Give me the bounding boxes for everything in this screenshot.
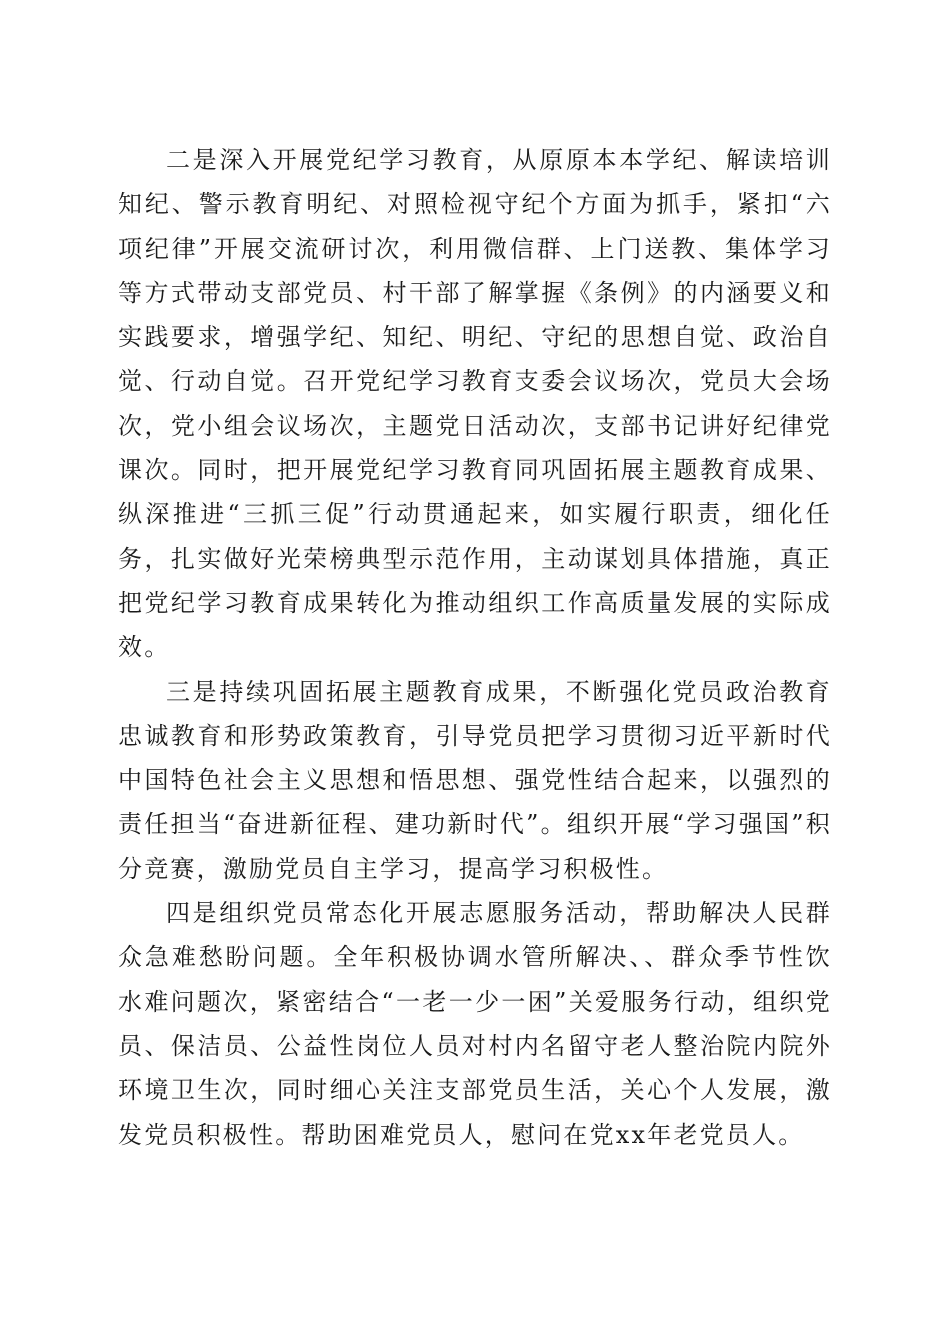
document-body (118, 138, 832, 1157)
paragraph-party-discipline-education: 二是深入开展党纪学习教育，从原原本本学纪、解读培训知纪、警示教育明纪、对照检视守纪个方面为抓手，紧扣“六项纪律”开展交流研讨次，利用微信群、上门送教、集体学习等方式带动支部党员、村干部了解掌握《条例》的内涵要义和实践要求，增强学纪、知纪、明纪、守纪的思想自觉、政治自觉、行动自觉。召开党纪学习教育支委会议场次，党员大会场次，党小组会议场次，主题党日活动次，支部书记讲好纪律党课次。同时，把开展党纪学习教育同巩固拓展主题教育成果、纵深推进“三抓三促”行动贯通起来，如实履行职责，细化任务，扎实做好光荣榜典型示范作用，主动谋划具体措施，真正把党纪学习教育成果转化为推动组织工作高质量发展的实际成效。 (118, 146, 832, 662)
paragraph-volunteer-service: 四是组织党员常态化开展志愿服务活动，帮助解决人民群众急难愁盼问题。全年积极协调水管所解决、、群众季节性饮水难问题次，紧密结合“一老一少一困”关爱服务行动，组织党员、保洁员、公益性岗位人员对村内名留守老人整治院内院外环境卫生次，同时细心关注支部党员生活，关心个人发展，激发党员积极性。帮助困难党员人，慰问在党xx年老党员人。 (118, 899, 832, 1149)
paragraph-theme-education: 三是持续巩固拓展主题教育成果，不断强化党员政治教育忠诚教育和形势政策教育，引导党员把学习贯彻习近平新时代中国特色社会主义思想和悟思想、强党性结合起来，以强烈的责任担当“奋进新征程、建功新时代”。组织开展“学习强国”积分竞赛，激励党员自主学习，提高学习积极性。 (118, 677, 832, 883)
